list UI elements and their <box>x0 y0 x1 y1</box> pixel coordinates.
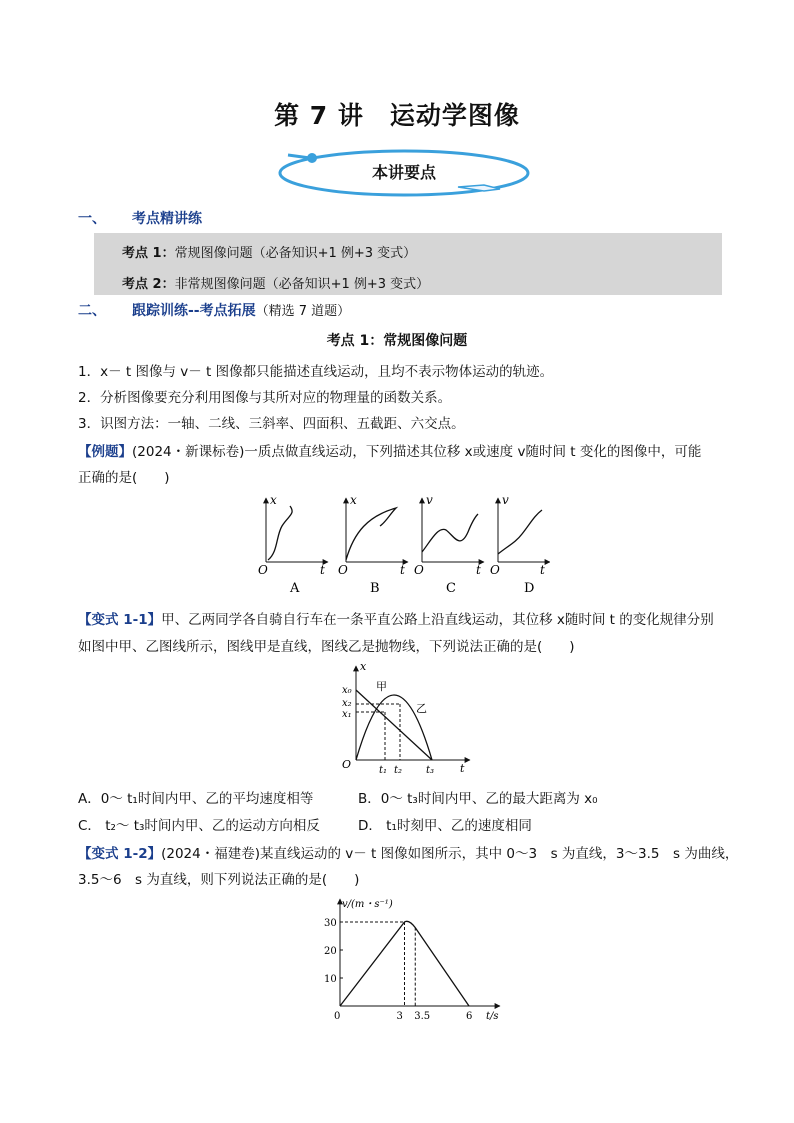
graph-a[interactable] <box>258 493 328 596</box>
graph-a-y-label: x <box>270 493 277 507</box>
variant-2-tag: 【变式 1-2】 <box>78 846 162 862</box>
variant-1-text-1: 甲、乙两同学各自骑自行车在一条平直公路上沿直线运动，其位移 x随时间 t 的变化规律分别 <box>161 612 714 628</box>
vt-chart <box>318 893 508 1023</box>
v1-x0-label: x₀ <box>342 685 352 696</box>
keypoint-1-label: 考点 1： <box>122 246 175 261</box>
vt-x-label: t/s <box>486 1011 499 1022</box>
example-text-1: (2024・新课标卷)一质点做直线运动，下列描述其位移 x或速度 v随时间 t 变化的图像中，可能 <box>132 444 702 460</box>
v1-yi-label: 乙 <box>416 702 427 715</box>
variant-2-line-2: 3.5～6 s 为直线，则下列说法正确的是( ) <box>78 872 360 888</box>
graph-d-origin: O <box>490 563 500 577</box>
v1-origin: O <box>342 758 352 771</box>
vt-guides <box>340 922 415 1006</box>
section-1-heading <box>78 208 202 228</box>
section-2-number: 二、 <box>78 303 106 319</box>
section-2-title: 跟踪训练--考点拓展 <box>132 303 256 319</box>
example-tag: 【例题】 <box>78 444 132 460</box>
v1-t1-label: t₁ <box>379 765 388 776</box>
variant-1-line-2: 如图中甲、乙图线所示，图线甲是直线，图线乙是抛物线，下列说法正确的是( ) <box>78 639 575 655</box>
page-title: 第 7 讲 运动学图像 <box>274 101 520 130</box>
keypoint-1-text: 常规图像问题（必备知识+1 例+3 变式） <box>174 246 417 261</box>
example-line-2: 正确的是( ) <box>78 470 170 486</box>
point-1: 1．x－ t 图像与 v－ t 图像都只能描述直线运动，且均不表示物体运动的轨迹。 <box>78 364 554 380</box>
v1-t2-label: t₂ <box>394 765 403 776</box>
example-line-1 <box>78 440 701 460</box>
graph-d-t-label: t <box>540 563 545 577</box>
vt-xtick-6: 6 <box>466 1011 473 1022</box>
vt-ytick-10: 10 <box>324 974 337 985</box>
graph-a-curve <box>268 506 292 560</box>
keypoint-2[interactable] <box>122 273 429 292</box>
graph-c-label: C <box>446 581 456 596</box>
graph-b-origin: O <box>338 563 348 577</box>
graph-c-t-label: t <box>476 563 481 577</box>
graph-c[interactable] <box>414 493 484 596</box>
graph-c-y-label: v <box>426 493 433 507</box>
graph-b-t-label: t <box>400 563 405 577</box>
vt-ytick-20: 20 <box>324 946 337 957</box>
v1-jia-label: 甲 <box>376 680 387 693</box>
graph-c-curve <box>422 514 478 552</box>
graph-b-y-label: x <box>350 493 357 507</box>
variant-1-line-1 <box>78 608 714 628</box>
v1-x2-label: x₂ <box>342 698 352 709</box>
v1-x1-label: x₁ <box>342 709 352 720</box>
graph-d-curve <box>498 510 542 554</box>
vt-y-label: v/(m・s⁻¹) <box>342 899 393 910</box>
graph-d-y-label: v <box>502 493 509 507</box>
vt-xtick-3.5: 3.5 <box>414 1011 431 1022</box>
graph-a-origin: O <box>258 563 268 577</box>
variant-1-option-d[interactable]: D． t₁时刻甲、乙的速度相同 <box>358 818 532 834</box>
graph-a-label: A <box>290 581 300 596</box>
point-2: 2．分析图像要充分利用图像与其所对应的物理量的函数关系。 <box>78 390 452 406</box>
keypoint-1[interactable] <box>122 242 416 261</box>
graph-d[interactable] <box>490 493 550 596</box>
variant-1-option-a[interactable]: A．0～ t₁时间内甲、乙的平均速度相等 <box>78 791 314 807</box>
variant-1-option-b[interactable]: B．0～ t₃时间内甲、乙的最大距离为 x₀ <box>358 791 598 807</box>
vt-xtick-3: 3 <box>396 1011 403 1022</box>
variant-1-tag: 【变式 1-1】 <box>78 612 162 628</box>
variant-1-figure <box>336 660 476 776</box>
graph-a-t-label: t <box>320 563 325 577</box>
graph-d-label: D <box>524 581 535 596</box>
badge-label: 本讲要点 <box>371 163 436 182</box>
section-2-heading <box>78 300 350 320</box>
keypoint-2-label: 考点 2： <box>122 277 175 292</box>
v1-t3-label: t₃ <box>426 765 435 776</box>
keypoint-2-text: 非常规图像问题（必备知识+1 例+3 变式） <box>174 277 430 292</box>
vt-ytick-30: 30 <box>324 918 337 929</box>
variant-1-option-c[interactable]: C． t₂～ t₃时间内甲、乙的运动方向相反 <box>78 818 320 834</box>
section-2-note: （精选 7 道题） <box>255 304 351 319</box>
graph-b-label: B <box>370 581 380 596</box>
graph-c-origin: O <box>414 563 424 577</box>
variant-2-line-1 <box>78 842 738 862</box>
v1-line-jia <box>356 690 432 760</box>
v1-t-label: t <box>460 762 465 775</box>
vt-origin-label: 0 <box>334 1011 341 1022</box>
v1-y-label: x <box>360 660 367 673</box>
topic-heading: 考点 1：常规图像问题 <box>326 333 468 349</box>
example-graphs <box>250 492 550 602</box>
section-1-title: 考点精讲练 <box>132 211 202 227</box>
graph-b[interactable] <box>338 493 408 596</box>
variant-2-text-1: (2024・福建卷)某直线运动的 v－ t 图像如图所示，其中 0～3 s 为直线，3～3.5 s 为曲线， <box>161 846 739 862</box>
graph-b-curve <box>346 508 396 560</box>
point-3: 3．识图方法：一轴、二线、三斜率、四面积、五截距、六交点。 <box>78 416 465 432</box>
section-1-number: 一、 <box>78 211 106 227</box>
